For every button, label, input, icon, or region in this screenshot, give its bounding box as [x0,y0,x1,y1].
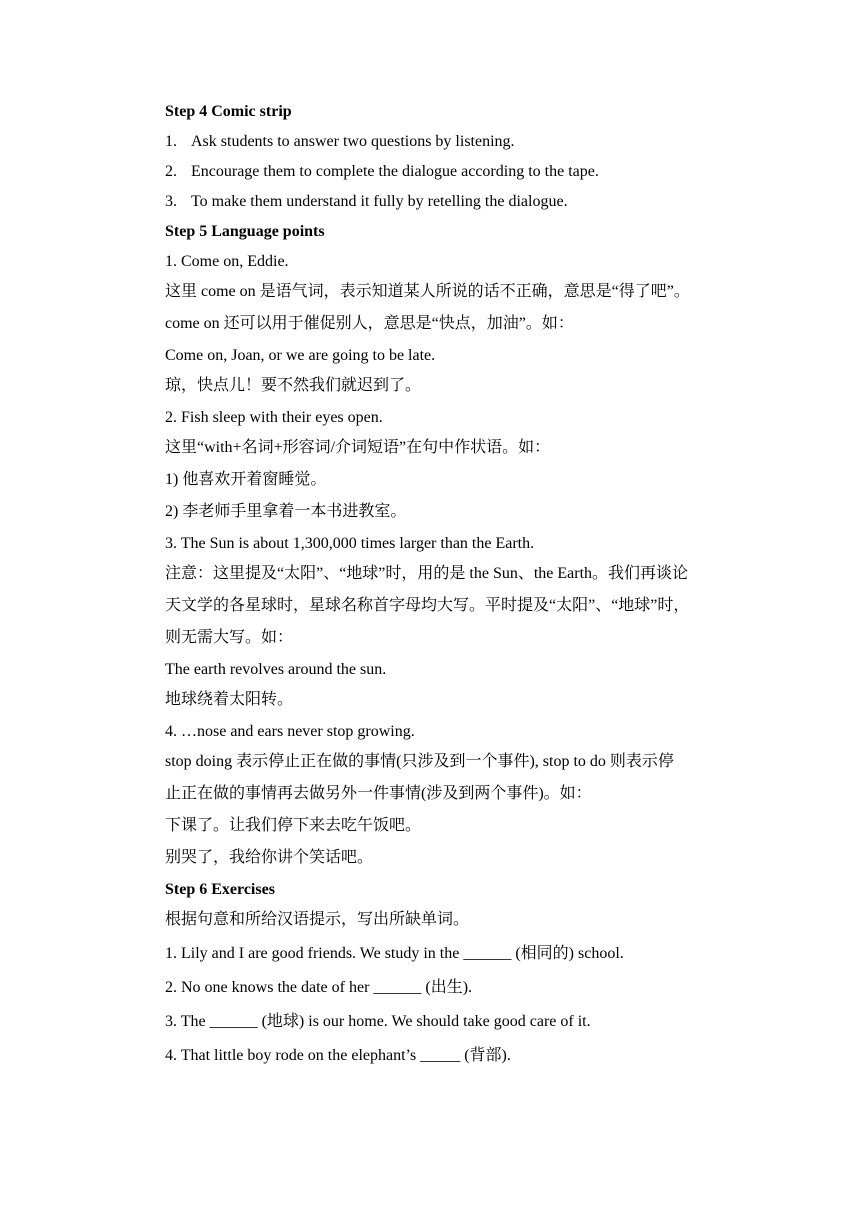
point1-example-zh: 琼，快点儿！要不然我们就迟到了。 [165,377,422,394]
item-number: 3. [165,193,177,210]
item-text: To make them understand it fully by retelling the dialogue. [191,193,568,210]
point4-title: 4. …nose and ears never stop growing. [165,723,415,740]
point4-example-2: 别哭了，我给你讲个笑话吧。 [165,849,374,866]
item-number: 1. [165,133,177,150]
point3-example-zh: 地球绕着太阳转。 [165,691,294,708]
point3-title: 3. The Sun is about 1,300,000 times larger than the Earth. [165,535,535,552]
point4-line2: 止正在做的事情再去做另外一件事情(涉及到两个事件)。如： [165,785,592,802]
item-number: 2. [165,163,177,180]
point3-line1: 注意：这里提及“太阳”、“地球”时，用的是 the Sun、the Earth。我们再谈论 [165,565,689,582]
step4-heading: Step 4 Comic strip [165,103,292,120]
exercise-item-2: 2. No one knows the date of her ______ (出生). [165,979,473,996]
step4-item-3 [165,192,745,212]
point1-example-en: Come on, Joan, or we are going to be late. [165,347,436,364]
point4-line1: stop doing 表示停止正在做的事情(只涉及到一个事件), stop to do 则表示停 [165,753,674,770]
step5-heading: Step 5 Language points [165,223,325,240]
point1-line2: come on 还可以用于催促别人，意思是“快点，加油”。如： [165,315,574,332]
point4-example-1: 下课了。让我们停下来去吃午饭吧。 [165,817,422,834]
point3-line3: 则无需大写。如： [165,629,294,646]
point2-example-2: 2) 李老师手里拿着一本书进教室。 [165,503,407,520]
point2-line1: 这里“with+名词+形容词/介词短语”在句中作状语。如： [165,439,551,456]
step4-item-2 [165,162,745,182]
point3-line2: 天文学的各星球时，星球名称首字母均大写。平时提及“太阳”、“地球”时， [165,597,690,614]
exercise-item-1: 1. Lily and I are good friends. We study in the ______ (相同的) school. [165,945,624,962]
item-text: Ask students to answer two questions by listening. [191,133,515,150]
document-page [165,102,745,1066]
point1-line1: 这里 come on 是语气词，表示知道某人所说的话不正确，意思是“得了吧”。 [165,283,690,300]
point3-example-en: The earth revolves around the sun. [165,661,387,678]
step6-instruction: 根据句意和所给汉语提示，写出所缺单词。 [165,911,470,928]
step4-item-1 [165,132,745,152]
exercise-item-4: 4. That little boy rode on the elephant’s _____ (背部). [165,1047,511,1064]
exercise-item-3: 3. The ______ (地球) is our home. We should take good care of it. [165,1013,591,1030]
point2-example-1: 1) 他喜欢开着窗睡觉。 [165,471,327,488]
item-text: Encourage them to complete the dialogue according to the tape. [191,163,599,180]
step6-heading: Step 6 Exercises [165,881,275,898]
point2-title: 2. Fish sleep with their eyes open. [165,409,383,426]
point1-title: 1. Come on, Eddie. [165,253,289,270]
